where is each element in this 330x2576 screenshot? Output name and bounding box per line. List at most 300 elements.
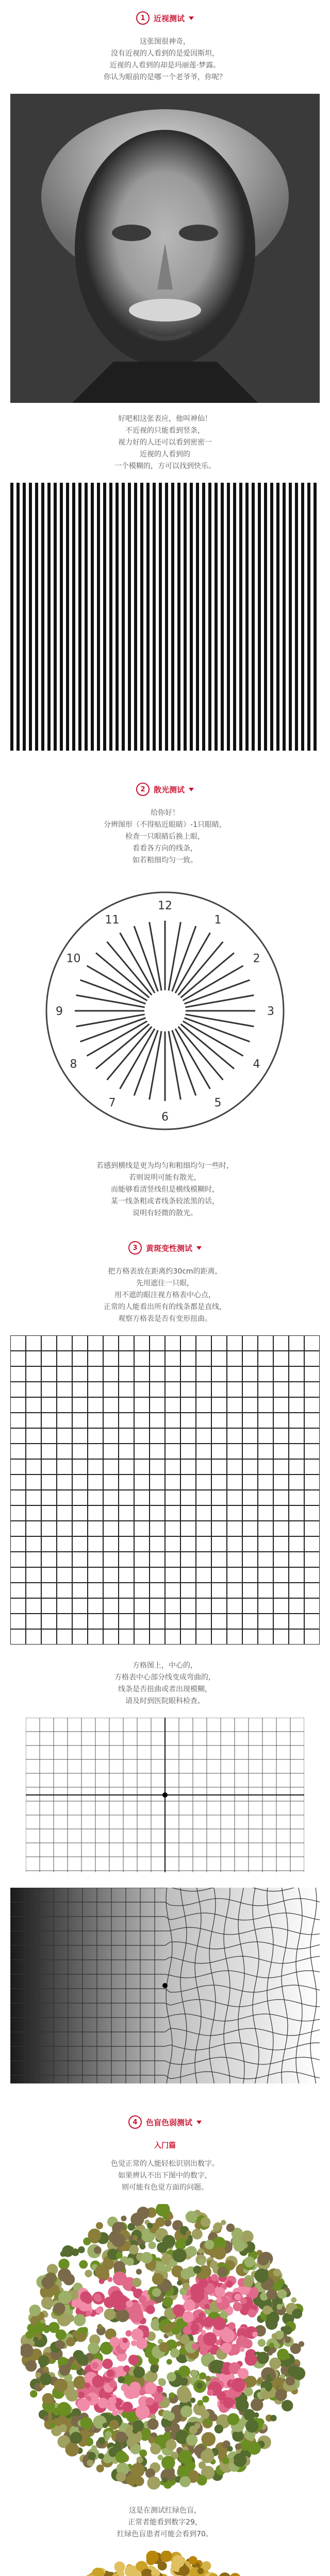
stripe	[146, 483, 150, 751]
stripe	[10, 483, 13, 751]
dial-label: 9	[56, 1005, 63, 1018]
plate-dot	[96, 2465, 104, 2472]
plate-dot	[209, 2232, 216, 2239]
number-icon: 4	[128, 2115, 142, 2129]
plate-dot	[54, 2379, 68, 2392]
plate-dot	[109, 2420, 119, 2430]
plate-dot	[186, 2246, 197, 2257]
plate-dot	[85, 2383, 90, 2388]
stripe	[116, 483, 119, 751]
plate-dot	[217, 2297, 222, 2303]
amsler-grid	[10, 1335, 320, 1645]
text-line: 近视的人看到的却是玛丽莲·梦露。	[109, 61, 221, 70]
plate-dot	[148, 2436, 155, 2443]
plate-dot	[85, 2270, 92, 2278]
plate-dot	[126, 2300, 133, 2307]
plate-dot	[244, 2258, 252, 2265]
plate-dot	[113, 2272, 127, 2285]
plate-dot	[240, 2297, 247, 2304]
plate-dot	[234, 2294, 241, 2300]
stripe	[78, 483, 81, 751]
plate-dot	[252, 2332, 258, 2337]
plate-dot	[175, 2239, 186, 2250]
plate-dot	[133, 2366, 145, 2378]
plate-dot	[96, 2222, 103, 2229]
plate-dot	[283, 2326, 290, 2334]
section-header	[0, 2104, 330, 2140]
plate-dot	[189, 2556, 197, 2565]
stripe	[128, 483, 131, 751]
plate-dot	[192, 2343, 199, 2350]
plate-dot	[199, 2259, 206, 2266]
text-line: 这是在测试红绿色盲，	[129, 2506, 201, 2515]
text-line: 方格表中心部分线变成弯曲的，	[114, 1673, 216, 1682]
plate-dot	[180, 2268, 192, 2280]
plate-dot	[239, 2347, 244, 2352]
plate-dot	[271, 2374, 276, 2379]
intro-text	[0, 2158, 330, 2194]
plate-dot	[200, 2347, 208, 2355]
plate-dot	[272, 2333, 277, 2339]
section-title: 色盲色弱测试	[145, 2117, 192, 2127]
plate-dot	[261, 2391, 270, 2399]
plate-dot	[223, 2397, 234, 2408]
plate-dot	[180, 2405, 192, 2417]
plate-dot	[162, 2477, 168, 2483]
dial-label: 4	[253, 1058, 260, 1071]
plate-dot	[158, 2561, 167, 2570]
plate-dot	[215, 2287, 225, 2297]
plate-dot	[179, 2334, 189, 2344]
plate-dot	[181, 2356, 187, 2362]
plate-dot	[137, 2456, 143, 2463]
plate-dot	[190, 2324, 199, 2332]
plate-dot	[193, 2266, 202, 2274]
plate-dot	[274, 2343, 279, 2348]
stripe	[214, 483, 218, 751]
plate-dot	[53, 2408, 60, 2415]
plate-dot	[145, 2397, 154, 2405]
stripe	[252, 483, 255, 751]
plate-dot	[150, 2444, 161, 2454]
section-astigmatism	[0, 771, 330, 1230]
plate-dot	[125, 2330, 131, 2336]
plate-dot	[136, 2269, 142, 2275]
plate-dot	[191, 2370, 198, 2377]
stripe	[16, 483, 20, 751]
text-line: 分辨图形（不得贴近眼睛）-1只眼睛，	[104, 821, 226, 829]
plate-dot	[146, 2305, 155, 2314]
plate-dot	[183, 2311, 194, 2323]
plate-dot	[104, 2309, 116, 2320]
distorted-grid	[10, 1888, 320, 2083]
plate-dot	[273, 2269, 281, 2277]
plate-dot	[178, 2450, 192, 2464]
plate-dot	[121, 2384, 129, 2392]
stripe	[233, 483, 236, 751]
plate-dot	[41, 2297, 54, 2309]
plate-dot	[77, 2392, 85, 2399]
plate-dot	[40, 2374, 52, 2385]
text-line: 某一线条粗或者线条较浓黑的话，	[111, 1197, 219, 1206]
section-nearsight	[0, 0, 330, 771]
plate-dot	[257, 2253, 269, 2265]
number-icon: 2	[136, 783, 150, 796]
plate-dot	[192, 2295, 197, 2300]
stripe	[47, 483, 51, 751]
plate-dot	[122, 2402, 133, 2413]
plate-dot	[210, 2414, 218, 2421]
after-text	[0, 1660, 330, 1707]
plate-dot	[38, 2355, 50, 2367]
ishihara-plate-1	[21, 2204, 309, 2493]
plate-dot	[91, 2445, 97, 2451]
section-header	[0, 0, 330, 36]
plate-dot	[79, 2260, 88, 2269]
plate-dot	[88, 2342, 100, 2354]
title-badge	[136, 783, 194, 796]
plate-dot	[277, 2349, 289, 2361]
plate-dot	[159, 2342, 169, 2352]
plate-dot	[123, 2365, 130, 2372]
text-line: 不近视的只能看到竖条，	[125, 427, 205, 435]
text-line: 色觉正常的人能轻松识别出数字。	[111, 2160, 219, 2168]
plate-dot	[148, 2242, 156, 2249]
stripe	[66, 483, 69, 751]
plate-dot	[147, 2223, 153, 2229]
stripe	[35, 483, 38, 751]
text-line: 观察方格表是否有变形扭曲。	[118, 1315, 212, 1323]
plate-dot	[167, 2359, 172, 2365]
plate-dot	[25, 2360, 37, 2371]
plate-dot	[126, 2258, 134, 2266]
plate-dot	[77, 2354, 88, 2365]
stripe	[295, 483, 298, 751]
plate-dot	[65, 2443, 79, 2456]
plate-dot	[202, 2432, 216, 2447]
plate-dot	[199, 2312, 205, 2318]
subtitle: 入门篇	[154, 2142, 176, 2150]
plate-dot	[116, 2472, 126, 2482]
dial-label: 7	[108, 1096, 116, 1110]
plate-dot	[201, 2450, 214, 2463]
plate-dot	[207, 2389, 213, 2396]
triangle-icon	[189, 16, 194, 20]
plate-dot	[111, 2233, 125, 2247]
plate-dot	[139, 2296, 147, 2304]
plate-dot	[30, 2390, 37, 2397]
triangle-icon	[196, 1246, 202, 1250]
section-header	[0, 771, 330, 807]
plate-dot	[62, 2245, 74, 2257]
plate-dot	[233, 2302, 242, 2311]
plate-dot	[36, 2372, 41, 2378]
plate-dot	[161, 2266, 167, 2272]
stripe	[91, 483, 94, 751]
plate-dot	[57, 2341, 65, 2349]
number-icon: 1	[136, 11, 150, 25]
plate-dot	[77, 2398, 90, 2411]
plate-dot	[80, 2417, 93, 2429]
stripe	[122, 483, 125, 751]
stripe	[276, 483, 279, 751]
plate-dot	[113, 2261, 125, 2273]
plate-dot	[162, 2410, 172, 2419]
stripe	[153, 483, 156, 751]
plate-dot	[229, 2458, 234, 2463]
plate-dot	[199, 2372, 206, 2380]
stripe	[29, 483, 32, 751]
intro-text	[0, 807, 330, 867]
section-title: 散光测试	[153, 785, 185, 794]
text-line: 检查一只眼睛后换上眼，	[125, 833, 205, 841]
plate-dot	[199, 2462, 206, 2469]
plate-dot	[166, 2439, 176, 2450]
text-line: 如若粗细均匀一致。	[133, 856, 197, 865]
plate-dot	[214, 2425, 223, 2433]
plate-dot	[286, 2376, 295, 2385]
plate-dot	[167, 2372, 176, 2381]
stripe	[245, 483, 249, 751]
stripe	[159, 483, 162, 751]
stripe	[184, 483, 187, 751]
plate-dot	[108, 2397, 117, 2405]
stripe	[264, 483, 267, 751]
face-image	[10, 94, 320, 403]
plate-dot	[267, 2289, 277, 2300]
plate-dot	[258, 2339, 266, 2347]
plate-dot	[131, 2328, 143, 2341]
stripe	[41, 483, 44, 751]
section-header	[0, 1230, 330, 1266]
text-line: 先用遮住一只眼，	[136, 1279, 194, 1287]
plate-dot	[201, 2410, 209, 2419]
plate-dot	[158, 2378, 163, 2383]
intro-text	[0, 1266, 330, 1325]
plate-dot	[42, 2393, 54, 2405]
plate-dot	[199, 2278, 208, 2288]
text-line: 看看各方向的线条，	[133, 844, 197, 853]
plate-dot	[205, 2240, 214, 2249]
text-line: 红绿色盲患者可能会看到70。	[117, 2530, 213, 2538]
plate-dot	[78, 2246, 85, 2253]
plate-dot	[74, 2314, 86, 2327]
plate-dot	[177, 2388, 192, 2403]
plate-dot	[131, 2286, 136, 2292]
plate-dot	[180, 2378, 188, 2386]
plate-dot	[198, 2248, 204, 2254]
plate-dot	[233, 2453, 246, 2467]
number-icon: 3	[128, 1241, 142, 1255]
plate-dot	[179, 2476, 191, 2487]
plate-dot	[145, 2382, 157, 2395]
plate-dot	[147, 2418, 159, 2430]
plate-dot	[228, 2322, 235, 2329]
plate-dot	[243, 2278, 253, 2287]
stripe	[227, 483, 230, 751]
dial-label: 11	[105, 913, 120, 927]
stripe	[258, 483, 261, 751]
dial-label: 6	[161, 1111, 169, 1124]
title-badge	[136, 11, 194, 25]
text-line: 而能够看清竖线但是横线模糊时，	[111, 1185, 219, 1194]
plate-dot	[131, 2390, 140, 2398]
plate-dot	[282, 2400, 293, 2411]
text-line: 这张图很神奇，	[140, 38, 190, 46]
plate-dot	[227, 2413, 240, 2426]
plate-dot	[269, 2343, 274, 2348]
after-text	[0, 1160, 330, 1219]
section-colorblind	[0, 2104, 330, 2576]
plate-dot	[186, 2230, 191, 2236]
plate-dot	[162, 2324, 171, 2332]
plate-dot	[291, 2297, 296, 2303]
plate-dot	[93, 2294, 101, 2301]
plate-dot	[113, 2443, 122, 2451]
plate-dot	[173, 2248, 187, 2262]
plate-dot	[238, 2368, 249, 2379]
plate-dot	[222, 2457, 229, 2464]
plate-dot	[79, 2332, 85, 2338]
plate-dot	[98, 2437, 105, 2444]
plate-dot	[183, 2283, 190, 2290]
plate-dot	[46, 2273, 56, 2283]
plate-dot	[173, 2304, 185, 2316]
plate-dot	[109, 2380, 117, 2388]
stripe	[289, 483, 292, 751]
text-line: 你认为眼前的是哪一个老爷爷，你呢？	[104, 73, 226, 81]
stripe	[221, 483, 224, 751]
plate-dot	[257, 2352, 269, 2364]
plate-dot	[192, 2229, 203, 2240]
plate-dot	[92, 2362, 98, 2369]
stripe	[208, 483, 211, 751]
plate-dot	[33, 2337, 38, 2342]
plate-dot	[132, 2278, 141, 2287]
text-line: 说明有轻微的散光。	[133, 1209, 197, 1217]
stripe	[301, 483, 304, 751]
plate-dot	[221, 2329, 235, 2342]
plate-dot	[70, 2432, 82, 2444]
plate-dot	[107, 2370, 114, 2377]
triangle-icon	[189, 788, 194, 791]
plate-dot	[25, 2331, 34, 2339]
dial-label: 12	[158, 900, 172, 912]
center-dot	[162, 1983, 168, 1988]
stripe	[307, 483, 310, 751]
after-text	[0, 413, 330, 472]
stripe	[196, 483, 199, 751]
stripe	[239, 483, 242, 751]
plate-dot	[161, 2456, 175, 2470]
plate-dot	[160, 2551, 172, 2562]
text-line: 请及时到医院眼科检查。	[125, 1697, 205, 1705]
plate-dot	[218, 2266, 228, 2277]
plate-dot	[204, 2304, 209, 2309]
plate-dot	[98, 2398, 109, 2409]
plate-dot	[87, 2460, 94, 2466]
plate-dot	[162, 2297, 173, 2307]
stripe	[103, 483, 106, 751]
plate-dot	[251, 2398, 263, 2411]
plate-dot	[152, 2273, 164, 2285]
plate-dot	[213, 2224, 221, 2231]
plate-dot	[50, 2422, 55, 2428]
stripe	[177, 483, 180, 751]
plate-dot	[227, 2446, 233, 2452]
plate-dot	[197, 2400, 204, 2406]
plate-dot	[158, 2454, 163, 2460]
plate-dot	[285, 2336, 291, 2343]
plate-dot	[29, 2304, 41, 2316]
plate-dot	[136, 2405, 150, 2419]
plate-dot	[43, 2366, 48, 2372]
plate-dot	[140, 2244, 146, 2250]
plate-dot	[99, 2278, 105, 2284]
text-line: 没有近视的人看到的是爱因斯坦，	[111, 49, 219, 58]
plate-dot	[205, 2376, 211, 2381]
plate-dot	[177, 2280, 182, 2285]
plate-dot	[203, 2317, 214, 2328]
plate-dot	[248, 2309, 256, 2317]
plate-dot	[137, 2207, 150, 2219]
plate-dot	[203, 2332, 217, 2346]
stripe	[190, 483, 193, 751]
plate-dot	[121, 2216, 127, 2222]
caption-1	[0, 2505, 330, 2540]
text-line: 则可能有色觉方面的问题。	[122, 2183, 208, 2192]
plate-dot	[128, 2354, 139, 2365]
plate-dot	[59, 2365, 71, 2376]
plate-dot	[263, 2346, 270, 2352]
plate-dot	[154, 2393, 163, 2403]
dial-label: 1	[214, 913, 222, 927]
plate-dot	[276, 2304, 282, 2310]
plate-dot	[146, 2556, 156, 2565]
plate-dot	[201, 2217, 210, 2227]
plate-dot	[171, 2322, 176, 2328]
plate-dot	[255, 2268, 269, 2282]
plate-dot	[129, 2308, 143, 2323]
plate-dot	[122, 2337, 128, 2343]
intro-text	[0, 36, 330, 83]
plate-dot	[54, 2302, 65, 2314]
plate-dot	[96, 2308, 103, 2314]
plate-dot	[71, 2299, 80, 2308]
dial-label: 2	[253, 952, 260, 965]
text-line: 近视的人看到的	[140, 450, 190, 459]
plate-dot	[184, 2299, 195, 2311]
text-line: 正常者能看到数字29，	[128, 2518, 202, 2527]
text-line: 若则说明可能有散光，	[129, 1174, 201, 1182]
text-line: 线条是否扭曲或者出现模糊，	[118, 1685, 212, 1693]
plate-dot	[170, 2348, 179, 2358]
plate-dot	[226, 2224, 235, 2232]
plate-dot	[88, 2452, 96, 2460]
plate-dot	[63, 2274, 75, 2285]
plate-dot	[213, 2317, 226, 2330]
stripe	[283, 483, 286, 751]
plate-dot	[105, 2431, 112, 2438]
plate-dot	[244, 2387, 253, 2396]
plate-dot	[186, 2211, 197, 2223]
dial-label: 3	[267, 1005, 274, 1018]
plate-dot	[88, 2229, 102, 2242]
plate-dot	[210, 2363, 220, 2372]
title-badge	[128, 1241, 202, 1255]
plate-dot	[152, 2288, 161, 2297]
plate-dot	[102, 2359, 112, 2369]
